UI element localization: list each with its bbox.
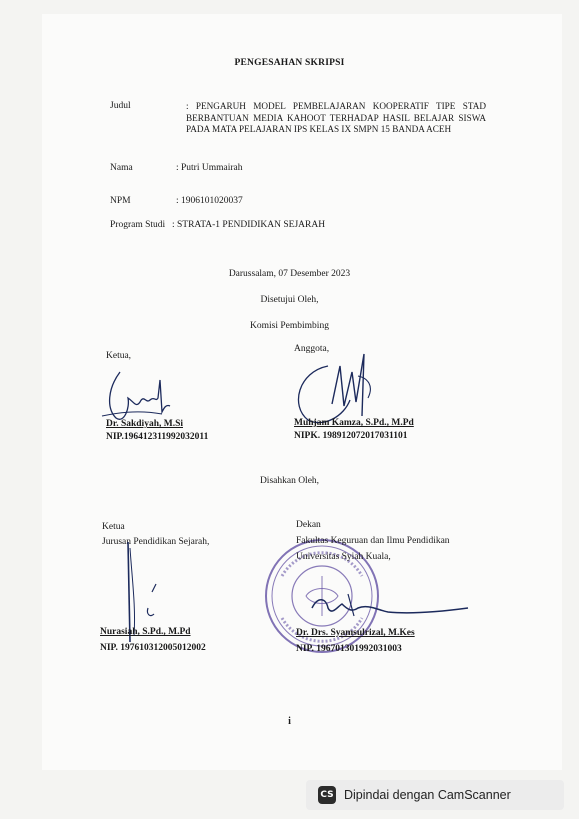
nama-label: Nama — [110, 163, 133, 173]
dekan-label-2: Fakultas Keguruan dan Ilmu Pendidikan — [296, 536, 450, 546]
jurusan-label-1: Ketua — [102, 522, 125, 532]
camscanner-badge — [306, 780, 564, 810]
anggota-label: Anggota, — [294, 344, 330, 354]
ketua-name: Dr. Sakdiyah, M.Si — [106, 419, 183, 429]
prodi-label: Program Studi — [110, 220, 166, 230]
approved-by: Disetujui Oleh, — [260, 295, 319, 305]
document-title: PENGESAHAN SKRIPSI — [234, 58, 345, 68]
ketua-nip: NIP.196412311992032011 — [106, 432, 209, 442]
place-date: Darussalam, 07 Desember 2023 — [228, 269, 351, 279]
camscanner-logo-icon: CS — [318, 786, 336, 804]
npm-label: NPM — [110, 196, 131, 206]
jurusan-name: Nurasiah, S.Pd., M.Pd — [100, 627, 191, 637]
anggota-name: Muhjam Kamza, S.Pd., M.Pd — [294, 418, 414, 428]
prodi-value: : STRATA-1 PENDIDIKAN SEJARAH — [172, 220, 326, 230]
dekan-label-1: Dekan — [296, 520, 321, 530]
page-number: i — [288, 716, 291, 727]
committee-label: Komisi Pembimbing — [250, 321, 329, 331]
ratified-by: Disahkan Oleh, — [259, 476, 320, 486]
dekan-signature — [308, 586, 478, 626]
nama-value: : Putri Ummairah — [176, 163, 243, 173]
judul-label: Judul — [110, 101, 131, 111]
dekan-name: Dr. Drs. Syamsulrizal, M.Kes — [296, 628, 415, 638]
camscanner-text: Dipindai dengan CamScanner — [344, 788, 511, 802]
jurusan-label-2: Jurusan Pendidikan Sejarah, — [102, 537, 210, 547]
judul-value: : PENGARUH MODEL PEMBELAJARAN KOOPERATIF TIPE STAD BERBANTUAN MEDIA KAHOOT TERHADAP HASIL BELAJAR SISWA PADA MATA PELAJARAN IPS KELAS IX SMPN 15 BANDA ACEH — [186, 101, 486, 134]
jurusan-nip: NIP. 197610312005012002 — [100, 643, 206, 653]
dekan-label-3: Universitas Syiah Kuala, — [296, 552, 391, 562]
dekan-nip: NIP. 196701301992031003 — [296, 644, 402, 654]
npm-value: : 1906101020037 — [176, 196, 243, 206]
anggota-nip: NIPK. 198912072017031101 — [294, 431, 408, 441]
ketua-label: Ketua, — [106, 351, 132, 361]
